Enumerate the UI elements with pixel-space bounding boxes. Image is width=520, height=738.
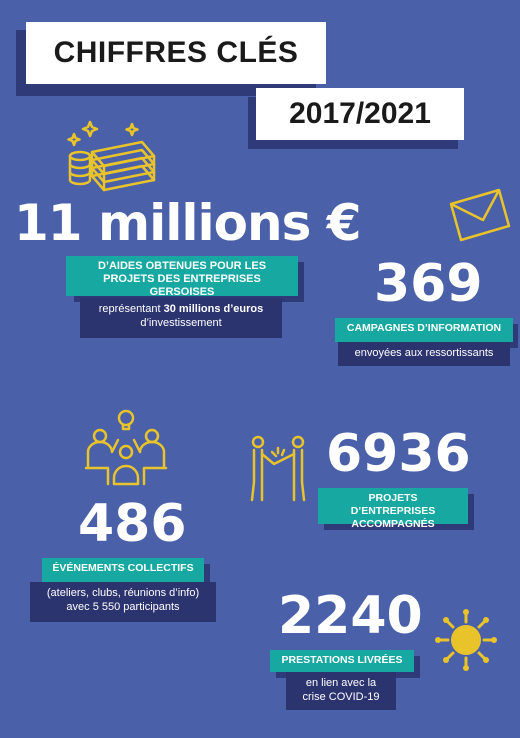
projets-label: PROJETS D’ENTREPRISES ACCOMPAGNÉS (318, 488, 468, 524)
handshake-icon (248, 434, 308, 504)
campagnes-label: CAMPAGNES D’INFORMATION (335, 318, 513, 342)
team-idea-icon (82, 408, 172, 488)
campagnes-detail: envoyées aux ressortissants (338, 342, 510, 366)
aides-detail-bold: 30 millions d’euros (163, 303, 264, 315)
aides-value: 11 millions € (14, 194, 361, 252)
prestations-detail: en lien avec la crise COVID-19 (286, 672, 396, 710)
period-label: 2017/2021 (256, 88, 464, 140)
campagnes-value: 369 (374, 254, 483, 314)
money-stack-icon (62, 112, 162, 192)
aides-detail-post: d’investissement (140, 317, 222, 329)
evenements-label: ÉVÉNEMENTS COLLECTIFS (42, 558, 204, 582)
aides-label: D’AIDES OBTENUES POUR LES PROJETS DES ENTREPRISES GERSOISES (66, 256, 298, 296)
page-title: CHIFFRES CLÉS (26, 22, 326, 84)
virus-icon (434, 608, 498, 672)
aides-detail (80, 298, 282, 338)
projets-value: 6936 (326, 424, 471, 484)
envelope-icon (447, 186, 513, 242)
evenements-detail: (ateliers, clubs, réunions d’info) avec 5 550 participants (30, 582, 216, 622)
aides-detail-pre: représentant (98, 303, 164, 315)
prestations-value: 2240 (278, 586, 423, 646)
prestations-label: PRESTATIONS LIVRÉES (270, 650, 414, 672)
evenements-value: 486 (78, 494, 187, 554)
